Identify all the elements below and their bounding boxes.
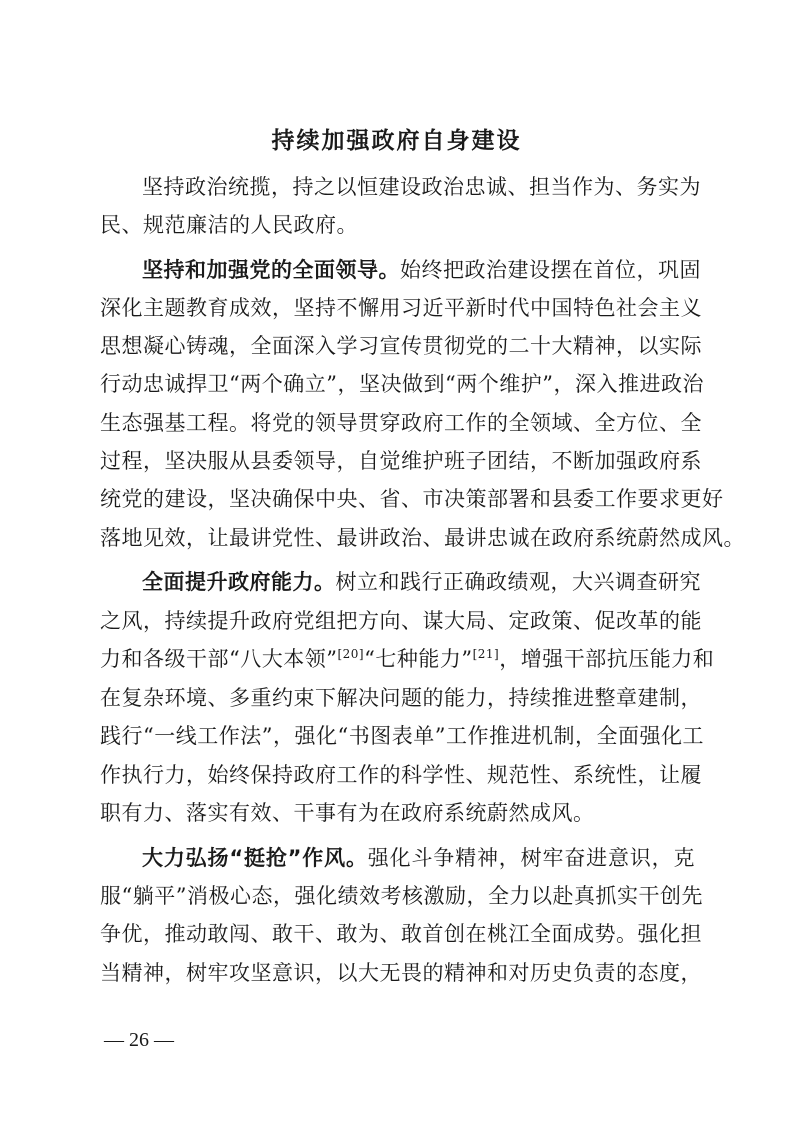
paragraph-line: 统党的建设，坚决确保中央、省、市决策部署和县委工作要求更好 <box>100 487 724 511</box>
section-heading: 大力弘扬“挺抢”作风。 <box>142 846 368 870</box>
paragraph-text: 力和各级干部“八大本领” <box>100 647 338 671</box>
paragraph-line <box>100 644 715 674</box>
paragraph-text: ，增强干部抗压能力和 <box>499 647 715 671</box>
footnote-ref: [21] <box>472 647 500 661</box>
paragraph-line: 深化主题教育成效，坚持不懈用习近平新时代中国特色社会主义 <box>100 296 702 320</box>
paragraph-line <box>142 843 695 873</box>
paragraph-line: 服“躺平”消极心态，强化绩效考核激励，全力以赴真抓实干创先 <box>100 884 703 908</box>
paragraph-line: 行动忠诚捍卫“两个确立”，坚决做到“两个维护”，深入推进政治 <box>100 372 704 396</box>
section-heading: 全面提升政府能力。 <box>142 570 336 594</box>
paragraph-line: 过程，坚决服从县委领导，自觉维护班子团结，不断加强政府系 <box>100 449 702 473</box>
paragraph-text: 始终把政治建设摆在首位，巩固 <box>400 258 701 282</box>
paragraph-line: 争优，推动敢闯、敢干、敢为、敢首创在桃江全面成势。强化担 <box>100 922 702 946</box>
paragraph-text: “七种能力” <box>364 647 473 671</box>
paragraph-line <box>142 567 701 597</box>
footnote-ref: [20] <box>337 647 365 661</box>
paragraph-line: 民、规范廉洁的人民政府。 <box>100 213 358 237</box>
paragraph-line: 践行“一线工作法”，强化“书图表单”工作推进机制，全面强化工 <box>100 724 704 748</box>
section-heading: 坚持和加强党的全面领导。 <box>142 258 400 282</box>
paragraph-line <box>142 255 701 285</box>
paragraph-line: 职有力、落实有效、干事有为在政府系统蔚然成风。 <box>100 801 595 825</box>
page-title: 持续加强政府自身建设 <box>271 128 522 154</box>
paragraph-line: 落地见效，让最讲党性、最讲政治、最讲忠诚在政府系统蔚然成风。 <box>100 526 745 550</box>
paragraph-text: 强化斗争精神，树牢奋进意识，克 <box>367 846 695 870</box>
paragraph-line: 思想凝心铸魂，全面深入学习宣传贯彻党的二十大精神，以实际 <box>100 334 702 358</box>
page-number: — 26 — <box>104 1029 174 1051</box>
paragraph-line: 作执行力，始终保持政府工作的科学性、规范性、系统性，让履 <box>100 763 702 787</box>
paragraph-line: 生态强基工程。将党的领导贯穿政府工作的全领域、全方位、全 <box>100 411 702 435</box>
paragraph-line: 当精神，树牢攻坚意识，以大无畏的精神和对历史负责的态度， <box>100 961 702 985</box>
paragraph-text: 树立和践行正确政绩观，大兴调查研究 <box>335 570 701 594</box>
paragraph-line: 坚持政治统揽，持之以恒建设政治忠诚、担当作为、务实为 <box>142 175 701 199</box>
paragraph-line: 之风，持续提升政府党组把方向、谋大局、定政策、促改革的能 <box>100 609 702 633</box>
paragraph-line: 在复杂环境、多重约束下解决问题的能力，持续推进整章建制， <box>100 686 702 710</box>
